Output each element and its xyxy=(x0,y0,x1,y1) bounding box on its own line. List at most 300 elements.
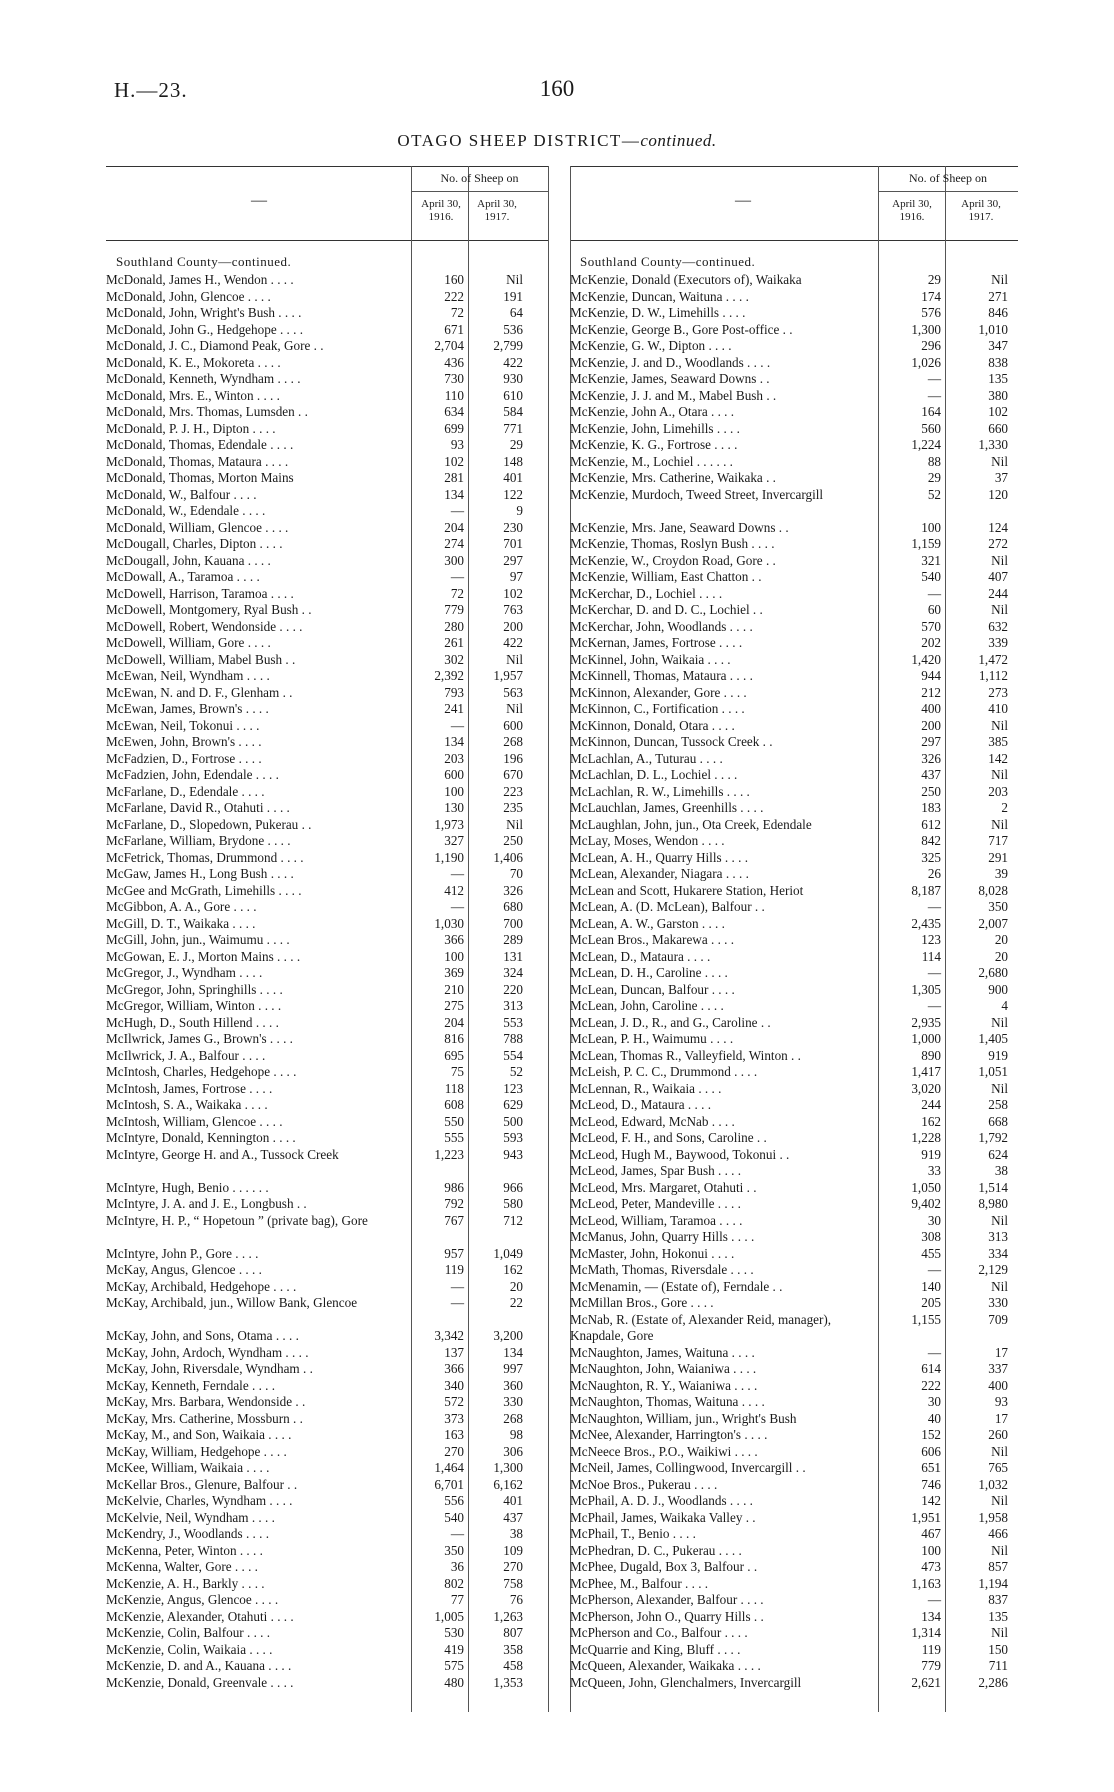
table-row xyxy=(106,1526,548,1543)
sheep-1917: 273 xyxy=(988,684,1008,700)
owner-name: McLeod, Mrs. Margaret, Otahuti . . xyxy=(570,1179,757,1195)
sheep-1916: — xyxy=(927,1592,941,1607)
sheep-1916: 340 xyxy=(444,1377,464,1393)
table-row xyxy=(570,305,1018,322)
left-column-table xyxy=(106,166,548,1712)
owner-name: McGill, John, jun., Waimumu . . . . xyxy=(106,932,290,947)
owner-name: McPhail, T., Benio . . . . xyxy=(570,1526,696,1541)
table-row xyxy=(570,1361,1018,1378)
owner-name: McKenzie, D. and A., Kauana . . . . xyxy=(106,1658,292,1673)
owner-name: McIntyre, Donald, Kennington . . . . xyxy=(106,1130,296,1145)
sheep-1916: 412 xyxy=(444,882,464,898)
sheep-1917: Nil xyxy=(506,651,523,667)
sheep-1916: 123 xyxy=(921,932,941,947)
sheep-1916: 455 xyxy=(921,1245,941,1261)
table-row xyxy=(106,1444,548,1461)
sheep-1916: 93 xyxy=(450,437,464,452)
sheep-1916: 110 xyxy=(444,387,464,403)
sheep-1916: 75 xyxy=(450,1064,464,1079)
sheep-1916: 36 xyxy=(450,1559,464,1574)
sheep-1917: 668 xyxy=(988,1113,1008,1129)
table-row xyxy=(570,338,1018,355)
page-number: 160 xyxy=(539,76,575,101)
sheep-1917: 330 xyxy=(988,1295,1008,1310)
sheep-1916: 366 xyxy=(444,932,464,947)
sheep-1916: 480 xyxy=(444,1674,464,1690)
sheep-1917: 401 xyxy=(503,470,523,485)
sheep-1917: 563 xyxy=(503,684,523,700)
table-row xyxy=(570,355,1018,372)
sheep-1916: 281 xyxy=(444,470,464,485)
sheep-1916: 1,005 xyxy=(434,1608,464,1624)
sheep-1916: 204 xyxy=(444,1014,464,1030)
sheep-1916: 152 xyxy=(921,1427,941,1442)
sheep-1916: 651 xyxy=(921,1460,941,1475)
owner-name: McLean, J. D., R., and G., Caroline . . xyxy=(570,1014,771,1030)
owner-name: McDonald, Kenneth, Wyndham . . . . xyxy=(106,371,301,386)
owner-name: McMaster, John, Hokonui . . . . xyxy=(570,1245,735,1261)
table-row xyxy=(106,1675,548,1692)
sheep-1917: 1,957 xyxy=(493,668,523,683)
owner-name: McDonald, Mrs. Thomas, Lumsden . . xyxy=(106,404,308,419)
sheep-1916: 134 xyxy=(921,1608,941,1624)
owner-name: McLean, A. (D. McLean), Balfour . . xyxy=(570,899,765,914)
sheep-1916: 779 xyxy=(921,1658,941,1673)
sheep-1916: 540 xyxy=(444,1509,464,1525)
owner-name: McGee and McGrath, Limehills . . . . xyxy=(106,882,302,898)
table-row xyxy=(106,817,548,834)
sheep-1917: Nil xyxy=(991,717,1008,733)
sheep-1916: — xyxy=(450,866,464,881)
owner-name: McKinnon, C., Fortification . . . . xyxy=(570,701,745,716)
table-row xyxy=(106,1213,548,1246)
sheep-1917: 29 xyxy=(509,437,523,452)
sheep-1916: — xyxy=(450,1526,464,1541)
table-row xyxy=(106,1460,548,1477)
sheep-1916: 100 xyxy=(444,783,464,799)
owner-name: McKay, William, Hedgehope . . . . xyxy=(106,1443,287,1459)
sheep-1916: 555 xyxy=(444,1130,464,1145)
owner-name: McNee, Alexander, Harrington's . . . . xyxy=(570,1427,768,1442)
sheep-1916: 119 xyxy=(921,1641,941,1657)
owner-name: McLeod, James, Spar Bush . . . . xyxy=(570,1163,742,1178)
sheep-1916: 1,228 xyxy=(911,1130,941,1145)
owner-name: McLean, P. H., Waimumu . . . . xyxy=(570,1031,734,1046)
table-row xyxy=(570,1378,1018,1395)
sheep-1916: 419 xyxy=(444,1641,464,1657)
sheep-1916: 793 xyxy=(444,684,464,700)
owner-name: McKinnon, Donald, Otara . . . . xyxy=(570,717,735,733)
sheep-1917: 807 xyxy=(503,1625,523,1640)
owner-name: McKenzie, Donald (Executors of), Waikaka xyxy=(570,272,802,287)
sheep-1916: 119 xyxy=(444,1262,464,1277)
sheep-1916: 671 xyxy=(444,321,464,337)
sheep-1917: Nil xyxy=(991,272,1008,287)
sheep-1917: 270 xyxy=(503,1559,523,1574)
sheep-1916: — xyxy=(927,998,941,1013)
sheep-1917: 2,129 xyxy=(978,1262,1008,1277)
sheep-1917: Nil xyxy=(991,453,1008,469)
owner-name: McIlwrick, James G., Brown's . . . . xyxy=(106,1031,293,1046)
sheep-1917: 1,958 xyxy=(978,1509,1008,1525)
owner-name: McIlwrick, J. A., Balfour . . . . xyxy=(106,1047,266,1063)
table-row xyxy=(570,965,1018,982)
sheep-1917: 624 xyxy=(988,1146,1008,1162)
sheep-1917: 162 xyxy=(503,1262,523,1277)
table-row xyxy=(570,1229,1018,1246)
owner-name: McEwan, Neil, Wyndham . . . . xyxy=(106,668,270,683)
table-row xyxy=(106,338,548,355)
owner-name: McLay, Moses, Wendon . . . . xyxy=(570,833,725,848)
sheep-1916: 174 xyxy=(921,288,941,304)
owner-name: McKenzie, K. G., Fortrose . . . . xyxy=(570,437,738,452)
table-row xyxy=(570,1081,1018,1098)
table-row xyxy=(106,734,548,751)
table-row xyxy=(106,1378,548,1395)
owner-name: McPhee, Dugald, Box 3, Balfour . . xyxy=(570,1559,758,1574)
table-row xyxy=(570,1477,1018,1494)
table-row xyxy=(106,487,548,504)
sheep-1917: 997 xyxy=(503,1361,523,1376)
table-row xyxy=(570,1493,1018,1510)
sheep-1916: 614 xyxy=(921,1361,941,1376)
owner-name: McMenamin, — (Estate of), Ferndale . . xyxy=(570,1278,783,1294)
sheep-1917: 97 xyxy=(509,569,523,584)
sheep-1916: 540 xyxy=(921,569,941,584)
sheep-1916: — xyxy=(927,387,941,403)
sheep-1917: 289 xyxy=(503,932,523,947)
table-row xyxy=(106,784,548,801)
sheep-1917: 17 xyxy=(994,1344,1008,1360)
sheep-1916: 72 xyxy=(450,305,464,320)
sheep-1916: 1,163 xyxy=(911,1575,941,1591)
sheep-1916: — xyxy=(450,1295,464,1310)
sheep-1917: 4 xyxy=(1001,998,1008,1013)
sheep-1916: 205 xyxy=(921,1295,941,1310)
table-row xyxy=(106,1147,548,1180)
sheep-1917: 788 xyxy=(503,1031,523,1046)
table-row xyxy=(570,1295,1018,1312)
sheep-1916: 612 xyxy=(921,816,941,832)
table-row xyxy=(570,1262,1018,1279)
owner-name: McLean, A. H., Quarry Hills . . . . xyxy=(570,849,748,865)
owner-name: McLachlan, A., Tuturau . . . . xyxy=(570,750,723,766)
table-row xyxy=(570,1048,1018,1065)
table-header-rule xyxy=(106,240,548,241)
table-row xyxy=(570,322,1018,339)
owner-name: McIntyre, George H. and A., Tussock Creek xyxy=(106,1146,339,1162)
sheep-1916: 250 xyxy=(921,783,941,799)
sheep-1916: 302 xyxy=(444,651,464,667)
sheep-1916: 2,435 xyxy=(911,915,941,931)
owner-name: McNab, R. (Estate of, Alexander Reid, manager), Knapdale, Gore xyxy=(570,1311,832,1343)
sheep-1917: 306 xyxy=(503,1443,523,1459)
table-row xyxy=(106,932,548,949)
table-row xyxy=(570,602,1018,619)
sheep-1916: 373 xyxy=(444,1410,464,1426)
sheep-1917: 458 xyxy=(503,1658,523,1673)
owner-name: McMillan Bros., Gore . . . . xyxy=(570,1295,714,1310)
sheep-1916: 957 xyxy=(444,1245,464,1261)
owner-name: McKay, Angus, Glencoe . . . . xyxy=(106,1262,262,1277)
owner-name: McGaw, James H., Long Bush . . . . xyxy=(106,866,294,881)
owner-name: McIntyre, J. A. and J. E., Longbush . . xyxy=(106,1196,307,1211)
sheep-count-header: No. of Sheep on xyxy=(440,170,519,185)
sheep-1917: 268 xyxy=(503,1410,523,1426)
table-row xyxy=(106,1658,548,1675)
sheep-1917: 131 xyxy=(503,948,523,964)
sheep-1916: 1,159 xyxy=(911,536,941,551)
sheep-1916: 1,026 xyxy=(911,354,941,370)
sheep-1916: 212 xyxy=(921,684,941,700)
owner-name: McFadzien, John, Edendale . . . . xyxy=(106,767,279,782)
sheep-1916: 2,704 xyxy=(434,338,464,353)
sheep-1916: 560 xyxy=(921,420,941,436)
table-row xyxy=(570,1015,1018,1032)
sheep-1916: 29 xyxy=(927,470,941,485)
table-row xyxy=(106,982,548,999)
owner-name: McLean, Alexander, Niagara . . . . xyxy=(570,866,749,881)
sheep-1916: 33 xyxy=(927,1163,941,1178)
sheep-1917: 148 xyxy=(503,453,523,469)
owner-name: McDowell, William, Gore . . . . xyxy=(106,635,271,650)
sheep-1917: 837 xyxy=(988,1592,1008,1607)
sheep-1916: 9,402 xyxy=(911,1196,941,1211)
sheep-1917: 680 xyxy=(503,899,523,914)
sheep-1917: 1,010 xyxy=(978,321,1008,337)
sheep-1916: 88 xyxy=(927,453,941,469)
sheep-1917: 709 xyxy=(988,1311,1008,1327)
sheep-1916: 134 xyxy=(444,486,464,502)
table-row xyxy=(106,1361,548,1378)
owner-name: McIntosh, William, Glencoe . . . . xyxy=(106,1113,283,1129)
owner-name: McKenzie, Mrs. Jane, Seaward Downs . . xyxy=(570,519,789,535)
table-row xyxy=(106,503,548,520)
table-row xyxy=(570,1526,1018,1543)
owner-name: McKenzie, Angus, Glencoe . . . . xyxy=(106,1592,279,1607)
sheep-1917: 838 xyxy=(988,354,1008,370)
table-row xyxy=(570,1444,1018,1461)
owner-name: McNoe Bros., Pukerau . . . . xyxy=(570,1476,718,1492)
sheep-1917: 220 xyxy=(503,981,523,997)
sheep-1917: 223 xyxy=(503,783,523,799)
owner-name: McHugh, D., South Hillend . . . . xyxy=(106,1014,279,1030)
sheep-1917: 17 xyxy=(994,1410,1008,1426)
sheep-1917: 150 xyxy=(988,1641,1008,1657)
sheep-1917: 135 xyxy=(988,371,1008,386)
table-row xyxy=(106,1031,548,1048)
sheep-1917: 400 xyxy=(988,1377,1008,1393)
table-row xyxy=(106,916,548,933)
owner-name: McDonald, Mrs. E., Winton . . . . xyxy=(106,387,280,403)
owner-name: McKay, John, Riversdale, Wyndham . . xyxy=(106,1361,313,1376)
owner-name: McKenzie, J. and D., Woodlands . . . . xyxy=(570,354,771,370)
sheep-1917: 660 xyxy=(988,420,1008,436)
sheep-1917: 422 xyxy=(503,354,523,370)
table-row xyxy=(106,1394,548,1411)
table-row xyxy=(106,1543,548,1560)
table-row xyxy=(570,800,1018,817)
owner-name: McDowell, Montgomery, Ryal Bush . . xyxy=(106,602,312,617)
owner-name: McKay, John, Ardoch, Wyndham . . . . xyxy=(106,1344,309,1360)
table-row xyxy=(106,289,548,306)
sheep-1917: 120 xyxy=(988,486,1008,502)
sheep-1917: 765 xyxy=(988,1460,1008,1475)
table-row xyxy=(106,1196,548,1213)
owner-name: McLeish, P. C. C., Drummond . . . . xyxy=(570,1064,758,1079)
sheep-1917: 1,406 xyxy=(493,849,523,865)
sheep-1917: 76 xyxy=(509,1592,523,1607)
owner-name: McKenzie, Thomas, Roslyn Bush . . . . xyxy=(570,536,775,551)
table-row xyxy=(106,421,548,438)
table-row xyxy=(570,1114,1018,1131)
owner-name: McKenzie, George B., Gore Post-office . . xyxy=(570,321,793,337)
sheep-1917: 64 xyxy=(509,305,523,320)
sheep-1917: 919 xyxy=(988,1047,1008,1063)
owner-name: McKay, M., and Son, Waikaia . . . . xyxy=(106,1427,292,1442)
sheep-1916: 52 xyxy=(927,486,941,502)
sheep-1916: — xyxy=(450,503,464,518)
sheep-1917: 98 xyxy=(509,1427,523,1442)
sheep-1917: 1,032 xyxy=(978,1476,1008,1492)
sheep-1916: — xyxy=(927,965,941,980)
sheep-1917: 554 xyxy=(503,1047,523,1063)
owner-name: McGibbon, A. A., Gore . . . . xyxy=(106,899,257,914)
table-row xyxy=(106,1642,548,1659)
sheep-1916: 779 xyxy=(444,602,464,617)
sheep-1916: 296 xyxy=(921,338,941,353)
table-row xyxy=(570,1675,1018,1692)
owner-name: McKerchar, D., Lochiel . . . . xyxy=(570,585,723,601)
owner-name: McEwan, Neil, Tokonui . . . . xyxy=(106,717,260,733)
name-column-header: — xyxy=(251,192,267,209)
owner-name: McDonald, J. C., Diamond Peak, Gore . . xyxy=(106,338,324,353)
sheep-1917: 297 xyxy=(503,552,523,568)
table-row xyxy=(570,1213,1018,1230)
sheep-1917: 109 xyxy=(503,1542,523,1558)
sheep-1916: 1,417 xyxy=(911,1064,941,1079)
table-row xyxy=(106,701,548,718)
owner-name: McDonald, John, Glencoe . . . . xyxy=(106,288,271,304)
table-row xyxy=(106,949,548,966)
table-row xyxy=(106,652,548,669)
sheep-1916: — xyxy=(450,717,464,733)
sheep-1917: 900 xyxy=(988,981,1008,997)
table-row xyxy=(570,619,1018,636)
table-row xyxy=(106,1114,548,1131)
sheep-1916: 1,224 xyxy=(911,437,941,452)
sheep-1916: 695 xyxy=(444,1047,464,1063)
sheep-1916: 467 xyxy=(921,1526,941,1541)
owner-name: McKinnon, Duncan, Tussock Creek . . xyxy=(570,734,773,749)
sheep-1916: 550 xyxy=(444,1113,464,1129)
sheep-1916: 556 xyxy=(444,1493,464,1508)
sheep-1917: 1,353 xyxy=(493,1674,523,1690)
col-1917-header: April 30, 1917. xyxy=(477,198,517,223)
owner-name: McLauchlan, James, Greenhills . . . . xyxy=(570,800,764,815)
sheep-1916: 890 xyxy=(921,1047,941,1063)
sheep-1916: 1,951 xyxy=(911,1509,941,1525)
owner-name: McFarlane, D., Slopedown, Pukerau . . xyxy=(106,816,312,832)
sheep-1917: 39 xyxy=(994,866,1008,881)
sheep-1917: 1,472 xyxy=(978,651,1008,667)
header-sub-rule xyxy=(411,191,548,192)
sheep-1917: 943 xyxy=(503,1146,523,1162)
sheep-1917: Nil xyxy=(506,272,523,287)
sheep-1917: 268 xyxy=(503,734,523,749)
sheep-1916: 3,342 xyxy=(434,1328,464,1343)
sheep-1916: 60 xyxy=(927,602,941,617)
sheep-1917: 1,049 xyxy=(493,1245,523,1261)
title-main: OTAGO SHEEP DISTRICT— xyxy=(397,131,641,150)
col-1916-header: April 30, 1916. xyxy=(421,198,461,223)
sheep-1917: 135 xyxy=(988,1608,1008,1624)
table-row xyxy=(106,404,548,421)
sheep-1917: 20 xyxy=(994,932,1008,947)
owner-name: McDonald, William, Glencoe . . . . xyxy=(106,519,289,535)
owner-name: McLean, John, Caroline . . . . xyxy=(570,998,724,1013)
sheep-1916: 325 xyxy=(921,849,941,865)
sheep-1917: 271 xyxy=(988,288,1008,304)
table-row xyxy=(106,1048,548,1065)
sheep-1916: 40 xyxy=(927,1410,941,1426)
owner-name: McLeod, D., Mataura . . . . xyxy=(570,1097,711,1112)
sheep-1916: 118 xyxy=(444,1080,464,1096)
owner-name: McKelvie, Charles, Wyndham . . . . xyxy=(106,1493,293,1508)
sheep-1917: 324 xyxy=(503,965,523,980)
sheep-1917: 422 xyxy=(503,635,523,650)
owner-name: McKellar Bros., Glenure, Balfour . . xyxy=(106,1476,298,1492)
sheep-1916: 767 xyxy=(444,1212,464,1228)
sheep-1917: 500 xyxy=(503,1113,523,1129)
section-heading: Southland County—continued. xyxy=(116,254,292,269)
sheep-1917: 93 xyxy=(994,1394,1008,1409)
sheep-1916: 369 xyxy=(444,965,464,980)
sheep-1917: 9 xyxy=(516,503,523,518)
table-row xyxy=(106,718,548,735)
table-row xyxy=(570,404,1018,421)
sheep-1916: 570 xyxy=(921,618,941,634)
sheep-1916: 30 xyxy=(927,1212,941,1228)
sheep-1917: 102 xyxy=(503,585,523,601)
owner-name: McKenzie, M., Lochiel . . . . . . xyxy=(570,453,733,469)
sheep-1917: 203 xyxy=(988,783,1008,799)
sheep-1917: Nil xyxy=(991,1443,1008,1459)
table-row xyxy=(106,899,548,916)
sheep-1916: 575 xyxy=(444,1658,464,1673)
table-row xyxy=(106,1493,548,1510)
sheep-1917: 1,514 xyxy=(978,1179,1008,1195)
sheep-1916: 100 xyxy=(444,948,464,964)
table-row xyxy=(570,1609,1018,1626)
owner-name: McDowell, William, Mabel Bush . . xyxy=(106,651,296,667)
sheep-1917: 330 xyxy=(503,1394,523,1409)
owner-name: McKenzie, G. W., Dipton . . . . xyxy=(570,338,732,353)
column-divider xyxy=(548,166,549,1712)
owner-name: McLean Bros., Makarewa . . . . xyxy=(570,932,735,947)
sheep-1917: 711 xyxy=(988,1658,1008,1673)
table-row xyxy=(570,1658,1018,1675)
sheep-1916: 102 xyxy=(444,453,464,469)
table-row xyxy=(570,553,1018,570)
owner-name: McKinnon, Alexander, Gore . . . . xyxy=(570,684,747,700)
owner-name: McLean, D. H., Caroline . . . . xyxy=(570,965,728,980)
sheep-1916: 1,305 xyxy=(911,981,941,997)
page-title xyxy=(0,131,1114,151)
table-row xyxy=(106,800,548,817)
sheep-1916: 274 xyxy=(444,536,464,551)
sheep-1917: 258 xyxy=(988,1097,1008,1112)
